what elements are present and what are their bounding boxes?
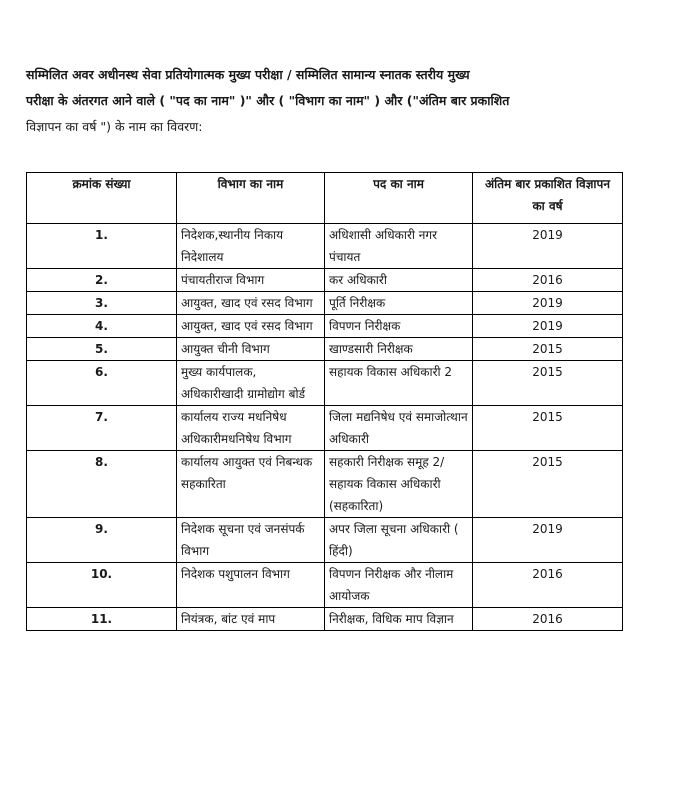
year-cell: 2015: [473, 338, 623, 361]
department-cell: आयुक्त, खाद एवं रसद विभाग: [177, 315, 325, 338]
post-cell: जिला मद्यनिषेध एवं समाजोत्थान अधिकारी: [325, 406, 473, 451]
table-row: [27, 224, 623, 269]
serial-cell: 7.: [27, 406, 177, 451]
post-cell: अपर जिला सूचना अधिकारी ( हिंदी): [325, 518, 473, 563]
year-cell: 2019: [473, 315, 623, 338]
department-cell: आयुक्त, खाद एवं रसद विभाग: [177, 292, 325, 315]
intro-line-2: परीक्षा के अंतरगत आने वाले ( "पद का नाम" )" और ( "विभाग का नाम" ) और ("अंतिम बार प्रकाशित: [26, 93, 510, 108]
department-cell: निदेशक पशुपालन विभाग: [177, 563, 325, 608]
table-row: [27, 563, 623, 608]
year-cell: 2019: [473, 224, 623, 269]
header-year: अंतिम बार प्रकाशित विज्ञापन का वर्ष: [473, 173, 623, 224]
table-row: [27, 269, 623, 292]
year-cell: 2015: [473, 361, 623, 406]
table-row: [27, 518, 623, 563]
serial-cell: 3.: [27, 292, 177, 315]
table-row: [27, 451, 623, 518]
post-cell: निरीक्षक, विधिक माप विज्ञान: [325, 608, 473, 631]
serial-cell: 4.: [27, 315, 177, 338]
header-serial: क्रमांक संख्या: [27, 173, 177, 224]
serial-cell: 10.: [27, 563, 177, 608]
year-cell: 2019: [473, 518, 623, 563]
header-post: पद का नाम: [325, 173, 473, 224]
serial-cell: 6.: [27, 361, 177, 406]
year-cell: 2016: [473, 563, 623, 608]
post-cell: सहकारी निरीक्षक समूह 2/सहायक विकास अधिकारी (सहकारिता): [325, 451, 473, 518]
department-cell: कार्यालय आयुक्त एवं निबन्धक सहकारिता: [177, 451, 325, 518]
year-cell: 2015: [473, 451, 623, 518]
serial-cell: 8.: [27, 451, 177, 518]
table-row: [27, 406, 623, 451]
post-cell: कर अधिकारी: [325, 269, 473, 292]
serial-cell: 9.: [27, 518, 177, 563]
intro-text: [26, 62, 656, 140]
header-department: विभाग का नाम: [177, 173, 325, 224]
post-cell: पूर्ति निरीक्षक: [325, 292, 473, 315]
department-cell: कार्यालय राज्य मधनिषेध अधिकारीमधनिषेध विभाग: [177, 406, 325, 451]
table-row: [27, 608, 623, 631]
post-cell: विपणन निरीक्षक और नीलाम आयोजक: [325, 563, 473, 608]
post-cell: सहायक विकास अधिकारी 2: [325, 361, 473, 406]
serial-cell: 11.: [27, 608, 177, 631]
post-cell: विपणन निरीक्षक: [325, 315, 473, 338]
department-cell: आयुक्त चीनी विभाग: [177, 338, 325, 361]
intro-line-3: विज्ञापन का वर्ष ") के नाम का विवरण:: [26, 119, 203, 134]
post-cell: खाण्डसारी निरीक्षक: [325, 338, 473, 361]
serial-cell: 2.: [27, 269, 177, 292]
department-cell: मुख्य कार्यपालक, अधिकारीखादी ग्रामोद्योग बोर्ड: [177, 361, 325, 406]
year-cell: 2019: [473, 292, 623, 315]
year-cell: 2015: [473, 406, 623, 451]
year-cell: 2016: [473, 608, 623, 631]
table-row: [27, 292, 623, 315]
serial-cell: 5.: [27, 338, 177, 361]
department-cell: पंचायतीराज विभाग: [177, 269, 325, 292]
intro-line-1: सम्मिलित अवर अधीनस्थ सेवा प्रतियोगात्मक मुख्य परीक्षा / सम्मिलित सामान्य स्नातक स्तरीय मुख्य: [26, 67, 470, 82]
department-cell: निदेशक सूचना एवं जनसंपर्क विभाग: [177, 518, 325, 563]
post-cell: अधिशासी अधिकारी नगर पंचायत: [325, 224, 473, 269]
serial-cell: 1.: [27, 224, 177, 269]
department-cell: निदेशक,स्थानीय निकाय निदेशालय: [177, 224, 325, 269]
table-row: [27, 338, 623, 361]
year-cell: 2016: [473, 269, 623, 292]
post-details-table: [26, 172, 623, 631]
table-row: [27, 315, 623, 338]
table-header-row: [27, 173, 623, 224]
table-row: [27, 361, 623, 406]
department-cell: नियंत्रक, बांट एवं माप: [177, 608, 325, 631]
